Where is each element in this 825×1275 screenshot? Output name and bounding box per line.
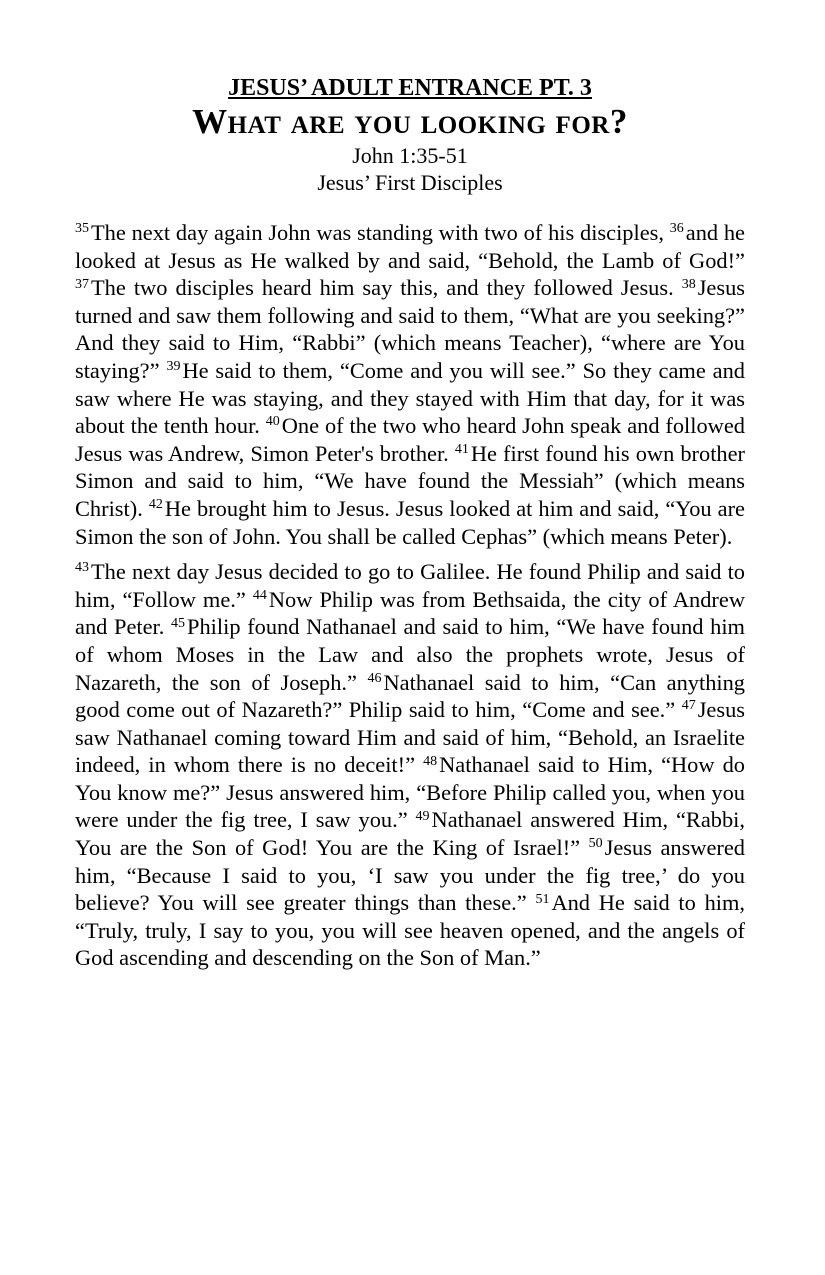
verse-number: 47 bbox=[681, 698, 696, 714]
verse-number: 38 bbox=[681, 276, 696, 292]
verse-text: Now Philip was from Bethsaida, the city of Andrew and Peter. bbox=[75, 586, 745, 640]
verse-text: Nathanael answered Him, “Rabbi, You are the Son of God! You are the King of Israel!” bbox=[75, 807, 745, 861]
verse-number: 44 bbox=[252, 588, 267, 604]
passage-subtitle: Jesus’ First Disciples bbox=[317, 170, 503, 195]
verse-number: 42 bbox=[148, 497, 163, 513]
verse-number: 46 bbox=[367, 670, 382, 686]
scripture-reference: John 1:35-51 bbox=[352, 143, 468, 168]
verse-text: He brought him to Jesus. Jesus looked at him and said, “You are Simon the son of John. You shall be called Cephas” (which means Peter). bbox=[75, 495, 745, 549]
verse-number: 51 bbox=[535, 891, 550, 907]
scripture-body bbox=[75, 219, 745, 972]
scripture-paragraph bbox=[75, 219, 745, 550]
verse-text: The next day again John was standing with two of his disciples, bbox=[91, 220, 670, 245]
verse-text: The next day Jesus decided to go to Galilee. He found Philip and said to him, “Follow me.” bbox=[75, 559, 745, 612]
verse-text: One of the two who heard John speak and followed Jesus was Andrew, Simon Peter's brother. bbox=[75, 413, 745, 466]
verse-number: 49 bbox=[415, 808, 430, 824]
verse-text: Philip found Nathanael and said to him, “We have found him of whom Moses in the Law and also the prophets wrote, Jesus of Nazareth, the son of Joseph.” bbox=[75, 614, 745, 695]
verse-number: 50 bbox=[588, 836, 603, 852]
verse-text: Jesus saw Nathanael coming toward Him and said of him, “Behold, an Israelite indeed, in whom there is no deceit!” bbox=[75, 697, 745, 778]
verse-number: 39 bbox=[166, 359, 181, 375]
verse-number: 35 bbox=[75, 221, 89, 237]
scripture-paragraph bbox=[75, 558, 745, 972]
verse-text: and he looked at Jesus as He walked by and said, “Behold, the Lamb of God!” bbox=[75, 220, 745, 273]
verse-text: Jesus answered him, “Because I said to you, ‘I saw you under the fig tree,’ do you believe? You will see greater things than these.” bbox=[75, 835, 745, 916]
verse-number: 40 bbox=[265, 414, 280, 430]
verse-text: Nathanael said to Him, “How do You know me?” Jesus answered him, “Before Philip called you, when you were under the fig tree, I saw you.” bbox=[75, 752, 746, 833]
verse-text: Jesus turned and saw them following and said to them, “What are you seeking?” And they said to Him, “Rabbi” (which means Teacher), “where are You staying?” bbox=[75, 275, 745, 383]
verse-text: He said to them, “Come and you will see.” So they came and saw where He was staying, and they stayed with Him that day, for it was about the tenth hour. bbox=[75, 357, 745, 439]
page-title: What are you looking for? bbox=[192, 102, 628, 141]
document-page bbox=[75, 74, 745, 980]
series-title: JESUS’ ADULT ENTRANCE PT. 3 bbox=[228, 75, 592, 101]
verse-number: 48 bbox=[423, 753, 438, 769]
verse-number: 41 bbox=[454, 442, 469, 458]
verse-number: 43 bbox=[75, 560, 89, 576]
verse-text: He first found his own brother Simon and said to him, “We have found the Messiah” (which means Christ). bbox=[75, 440, 746, 521]
verse-number: 37 bbox=[75, 276, 89, 292]
verse-text: The two disciples heard him say this, and they followed Jesus. bbox=[91, 275, 682, 301]
verse-text: Nathanael said to him, “Can anything good come out of Nazareth?” Philip said to him, “Come and see.” bbox=[75, 669, 745, 723]
header bbox=[75, 74, 745, 196]
verse-number: 36 bbox=[669, 221, 684, 237]
verse-number: 45 bbox=[171, 615, 186, 631]
verse-text: And He said to him, “Truly, truly, I say to you, you will see heaven opened, and the angels of God ascending and descending on the Son of Man.” bbox=[75, 890, 745, 971]
